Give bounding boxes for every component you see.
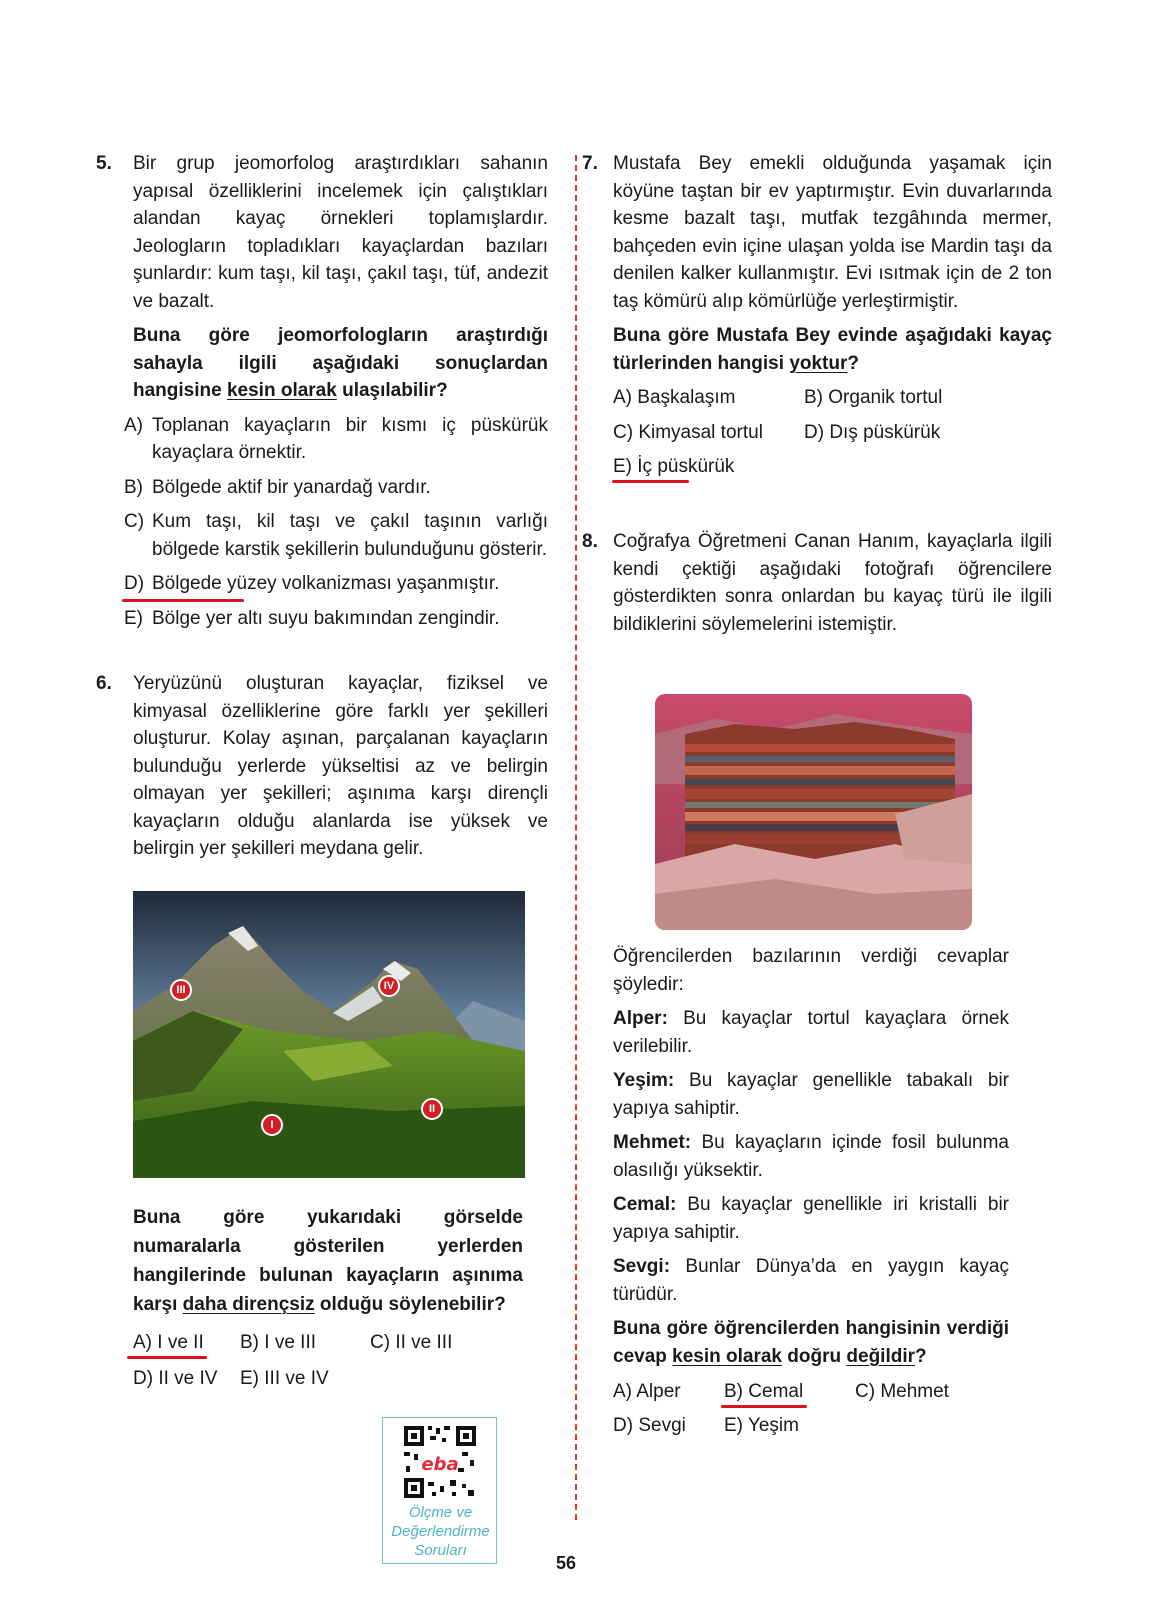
question-6-prompt-block	[133, 1203, 523, 1395]
answer-option-e[interactable]: E) Yeşim	[724, 1415, 799, 1436]
question-text: Bir grup jeomorfolog araştırdıkları sahanın yapısal özelliklerini incelemek için çalıştıkları alandan kayaç örnekleri toplamışlardır. Jeologların topladıkları kayaçlardan bazıları şunlardır: kum taşı, kil taşı, çakıl taşı, tüf, andezit ve bazalt.	[133, 153, 548, 312]
question-6	[96, 670, 548, 863]
mountain-landscape-photo	[133, 891, 525, 1178]
column-divider	[575, 155, 577, 1520]
question-prompt: Buna göre Mustafa Bey evinde aşağıdaki kayaç türlerinden hangisi yoktur?	[613, 325, 1052, 374]
answer-options-row-2	[133, 1365, 523, 1395]
marker-ii: II	[421, 1098, 443, 1120]
question-7	[582, 150, 1052, 489]
student-answer-cemal: Cemal: Bu kayaçlar genellikle iri kristalli bir yapıya sahiptir.	[613, 1194, 1009, 1243]
rock-strata-photo	[655, 694, 972, 930]
question-5	[96, 150, 548, 632]
qr-code-box[interactable]	[382, 1417, 497, 1564]
page-number: 56	[556, 1553, 577, 1573]
question-number: 8.	[582, 531, 598, 552]
answer-options-row-1	[133, 1329, 523, 1365]
rock-strata-illustration	[655, 694, 972, 930]
question-8-answers-block	[613, 943, 1009, 1448]
eba-logo: eba	[421, 1454, 459, 1475]
answer-options	[124, 412, 548, 633]
answer-options	[613, 1378, 1009, 1448]
answer-option-d[interactable]: D) Bölgede yüzey volkanizması yaşanmıştır.	[124, 570, 548, 598]
student-answer-mehmet: Mehmet: Bu kayaçların içinde fosil bulunma olasılığı yüksektir.	[613, 1132, 1009, 1181]
emphasis: daha dirençsiz	[182, 1294, 315, 1315]
selected-answer-underline	[127, 1356, 207, 1359]
marker-i: I	[261, 1114, 283, 1136]
student-answer-sevgi: Sevgi: Bunlar Dünya’da en yaygın kayaç türüdür.	[613, 1256, 1009, 1305]
student-name: Yeşim:	[613, 1070, 675, 1091]
answer-options	[613, 384, 1052, 489]
answer-option-b[interactable]: B) Bölgede aktif bir yanardağ vardır.	[124, 476, 431, 498]
qr-caption: Ölçme ve Değerlendirme Soruları	[391, 1504, 490, 1559]
student-name: Alper:	[613, 1008, 668, 1029]
question-text: Yeryüzünü oluşturan kayaçlar, fiziksel ve kimyasal özelliklerine göre farklı yer şekilleri oluşturur. Kolay aşınan, parçalanan kayaçların bulunduğu yerlerde yükseltisi az ve belirgin olmayan yer şekilleri; aşınıma karşı dirençli kayaçların olduğu alanlarda ise yüksek ve belirgin yer şekilleri meydana gelir.	[133, 673, 548, 859]
marker-iv: IV	[378, 975, 400, 997]
student-answer-alper: Alper: Bu kayaçlar tortul kayaçlara örnek verilebilir.	[613, 1008, 1009, 1057]
marker-iii: III	[170, 979, 192, 1001]
answer-option-b[interactable]: B) I ve III	[240, 1332, 317, 1353]
answer-option-e[interactable]: E) İç püskürük	[613, 456, 735, 477]
question-8	[582, 528, 1052, 638]
question-number: 7.	[582, 153, 598, 174]
emphasis: kesin olarak	[226, 380, 337, 401]
answer-option-c[interactable]: C) II ve III	[370, 1332, 453, 1353]
answer-option-e[interactable]: E) Bölge yer altı suyu bakımından zengindir.	[124, 607, 500, 629]
answer-option-d[interactable]: D) II ve IV	[133, 1368, 218, 1389]
question-number: 6.	[96, 673, 112, 694]
answer-option-c[interactable]: C) Kum taşı, kil taşı ve çakıl taşının varlığı bölgede karstik şekillerin bulunduğunu gösterir.	[124, 511, 548, 560]
emphasis: değildir	[846, 1345, 916, 1367]
question-text: Coğrafya Öğretmeni Canan Hanım, kayaçlarla ilgili kendi çektiği aşağıdaki fotoğrafı öğrencilere gösterdikten sonra onlardan bu kayaç türü ile ilgili bildiklerini söylemelerini istemiştir.	[613, 531, 1052, 635]
emphasis: kesin olarak	[672, 1345, 782, 1367]
answer-option-b[interactable]: B) Organik tortul	[804, 387, 943, 408]
selected-answer-underline	[612, 480, 689, 483]
left-column	[96, 150, 548, 863]
student-name: Cemal:	[613, 1194, 677, 1215]
answer-option-a[interactable]: A) Başkalaşım	[613, 387, 736, 408]
emphasis: yoktur	[789, 352, 848, 374]
answer-option-c[interactable]: C) Kimyasal tortul	[613, 422, 763, 443]
answers-intro: Öğrencilerden bazılarının verdiği cevaplar şöyledir:	[613, 946, 1009, 995]
answer-option-a[interactable]: A) I ve II	[133, 1332, 204, 1353]
selected-answer-underline	[122, 599, 244, 602]
question-prompt: Buna göre öğrencilerden hangisinin verdiği cevap kesin olarak doğru değildir?	[613, 1318, 1009, 1367]
question-prompt: Buna göre yukarıdaki görselde numaralarla gösterilen yerlerden hangilerinde bulunan kayaçların aşınıma karşı daha dirençsiz olduğu söylenebilir?	[133, 1207, 523, 1315]
answer-option-b[interactable]: B) Cemal	[724, 1381, 804, 1402]
question-prompt: Buna göre jeomorfologların araştırdığı sahayla ilgili aşağıdaki sonuçlardan hangisine kesin olarak ulaşılabilir?	[133, 325, 548, 401]
student-answer-yesim: Yeşim: Bu kayaçlar genellikle tabakalı bir yapıya sahiptir.	[613, 1070, 1009, 1119]
answer-option-d[interactable]: D) Sevgi	[613, 1415, 686, 1436]
right-column	[582, 150, 1052, 638]
answer-option-a[interactable]: A) Alper	[613, 1381, 681, 1402]
student-name: Mehmet:	[613, 1132, 692, 1153]
question-number: 5.	[96, 153, 112, 174]
mountain-illustration	[133, 891, 525, 1178]
answer-option-c[interactable]: C) Mehmet	[855, 1381, 949, 1402]
answer-option-a[interactable]: A) Toplanan kayaçların bir kısmı iç püskürük kayaçlara örnektir.	[124, 414, 548, 463]
student-name: Sevgi:	[613, 1256, 671, 1277]
answer-option-e[interactable]: E) III ve IV	[240, 1368, 329, 1389]
selected-answer-underline	[721, 1405, 807, 1408]
question-text: Mustafa Bey emekli olduğunda yaşamak için köyüne taştan bir ev yaptırmıştır. Evin duvarlarında kesme bazalt taşı, mutfak tezgâhında mermer, bahçeden evin içine ulaşan yolda ise Mardin taşı da denilen kalker kullanmıştır. Evi ısıtmak için de 2 ton taş kömürü alıp kömürlüğe yerleştirmiştir.	[613, 153, 1052, 312]
answer-option-d[interactable]: D) Dış püskürük	[804, 422, 941, 443]
